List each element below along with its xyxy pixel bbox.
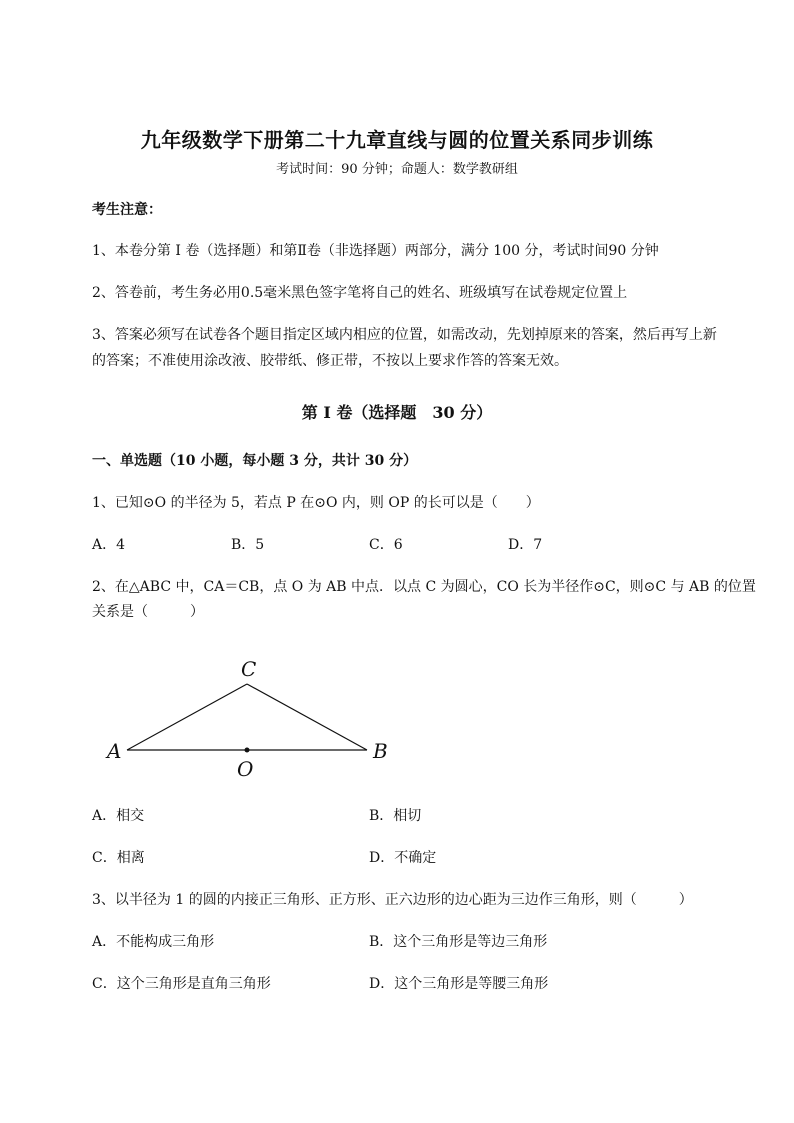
label-b: B bbox=[373, 739, 388, 763]
q3-option-d[interactable]: D．这个三角形是等腰三角形 bbox=[369, 976, 549, 992]
side-ac bbox=[127, 684, 247, 750]
label-o: O bbox=[237, 757, 254, 781]
exam-info: 考试时间：90 分钟；命题人：数学教研组 bbox=[276, 162, 518, 177]
notice-item-3: 3、答案必须写在试卷各个题目指定区域内相应的位置，如需改动，先划掉原来的答案，然后再写上新 bbox=[92, 327, 717, 343]
question-2-text-cont: 关系是（ ） bbox=[92, 604, 204, 620]
triangle-figure bbox=[95, 650, 405, 785]
notice-item-3-cont: 的答案；不准使用涂改液、胶带纸、修正带，不按以上要求作答的答案无效。 bbox=[92, 353, 568, 369]
q2-option-d[interactable]: D．不确定 bbox=[369, 850, 437, 866]
question-1-text: 1、已知⊙O 的半径为 5，若点 P 在⊙O 内，则 OP 的长可以是（ ） bbox=[92, 495, 540, 511]
q2-option-b[interactable]: B．相切 bbox=[369, 808, 422, 824]
q3-option-b[interactable]: B．这个三角形是等边三角形 bbox=[369, 934, 548, 950]
q1-option-b[interactable]: B．5 bbox=[231, 537, 265, 553]
question-3-text: 3、以半径为 1 的圆的内接正三角形、正方形、正六边形的边心距为三边作三角形，则（ ） bbox=[92, 892, 693, 908]
page-title: 九年级数学下册第二十九章直线与圆的位置关系同步训练 bbox=[140, 128, 654, 152]
q2-option-a[interactable]: A．相交 bbox=[92, 808, 145, 824]
notice-item-2: 2、答卷前，考生务必用0.5毫米黑色签字笔将自己的姓名、班级填写在试卷规定位置上 bbox=[92, 285, 628, 301]
part-heading: 一、单选题（10 小题，每小题 3 分，共计 30 分） bbox=[92, 453, 418, 469]
q1-option-a[interactable]: A．4 bbox=[92, 537, 126, 553]
q1-option-c[interactable]: C．6 bbox=[369, 537, 403, 553]
side-cb bbox=[247, 684, 367, 750]
notice-heading: 考生注意： bbox=[92, 202, 162, 218]
label-c: C bbox=[241, 657, 257, 681]
q2-option-c[interactable]: C．相离 bbox=[92, 850, 145, 866]
section-title: 第 I 卷（选择题 30 分） bbox=[301, 403, 493, 422]
q3-option-a[interactable]: A．不能构成三角形 bbox=[92, 934, 215, 950]
notice-item-1: 1、本卷分第 I 卷（选择题）和第Ⅱ卷（非选择题）两部分，满分 100 分，考试时间90 分钟 bbox=[92, 243, 659, 259]
q3-option-c[interactable]: C．这个三角形是直角三角形 bbox=[92, 976, 271, 992]
q1-option-d[interactable]: D．7 bbox=[508, 537, 543, 553]
label-a: A bbox=[107, 739, 122, 763]
midpoint-o-dot bbox=[245, 748, 250, 753]
question-2-text: 2、在△ABC 中，CA＝CB，点 O 为 AB 中点．以点 C 为圆心，CO 长为半径作⊙C，则⊙C 与 AB 的位置 bbox=[92, 579, 756, 595]
